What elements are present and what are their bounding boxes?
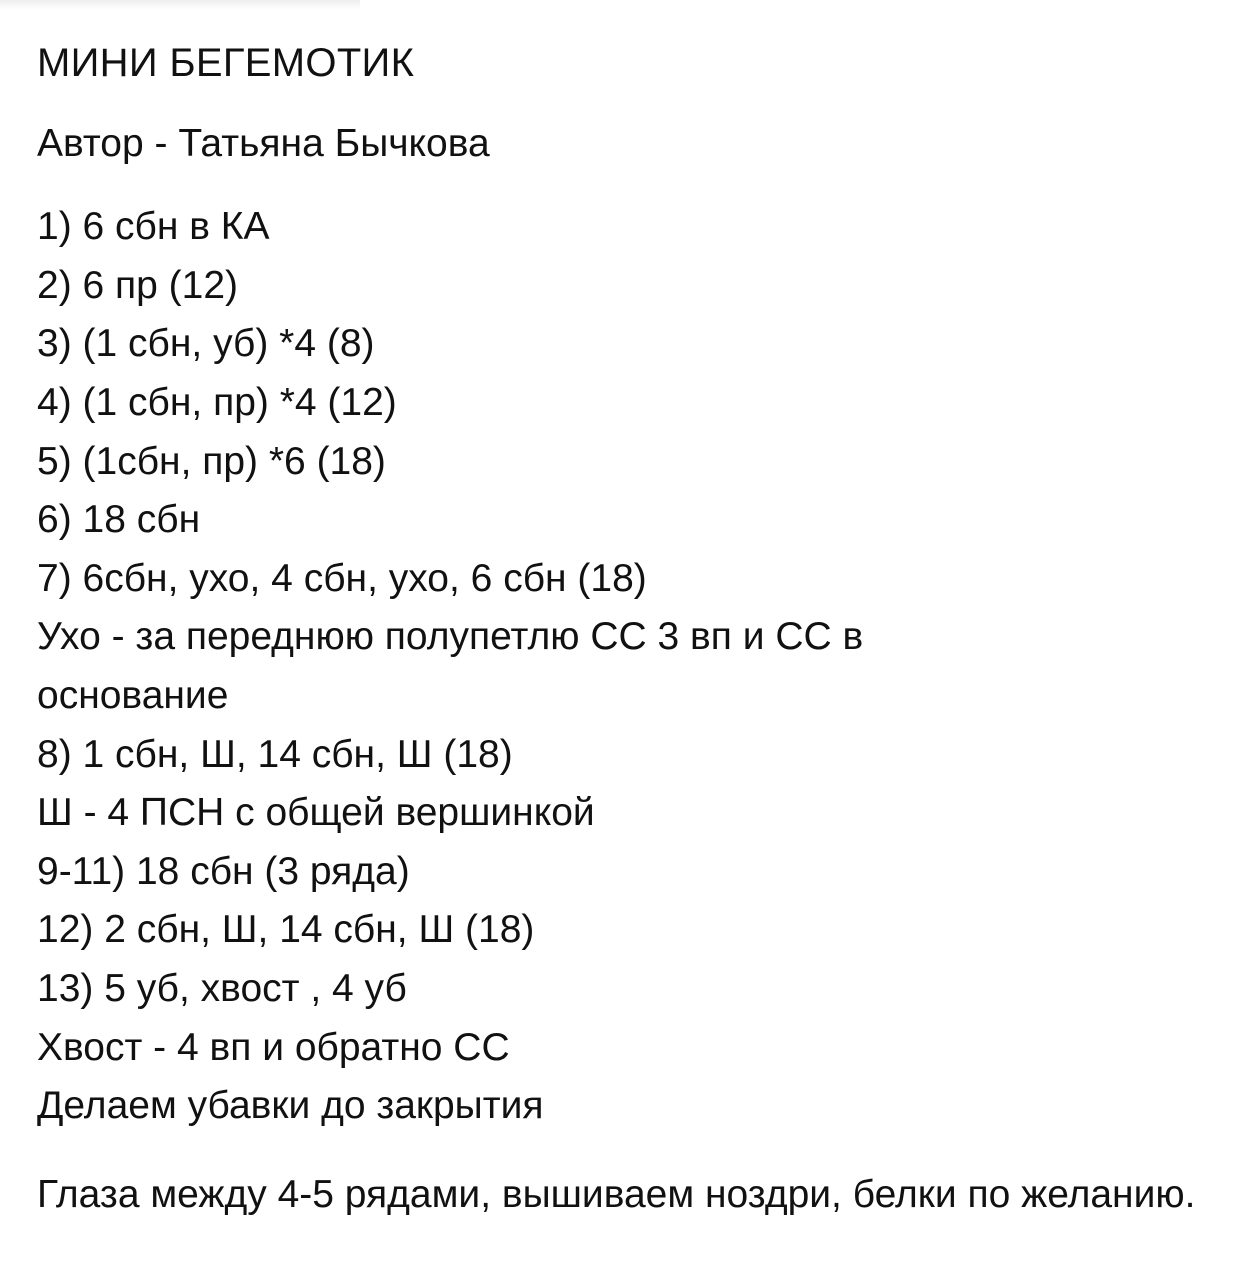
- row-line: 13) 5 уб, хвост , 4 уб: [37, 966, 407, 1010]
- row-line: 12) 2 сбн, Ш, 14 сбн, Ш (18): [37, 908, 535, 952]
- row-line: 6) 18 сбн: [37, 498, 201, 542]
- closing-note: Делаем убавки до закрытия: [37, 1084, 544, 1128]
- row-line: 1) 6 сбн в КА: [37, 205, 270, 249]
- sh-note: Ш - 4 ПСН с общей вершинкой: [37, 791, 595, 835]
- tail-note: Хвост - 4 вп и обратно СС: [37, 1025, 510, 1069]
- rows-list: [37, 198, 1227, 1136]
- row-line: 8) 1 сбн, Ш, 14 сбн, Ш (18): [37, 732, 513, 776]
- recipe-document: [37, 34, 1227, 1224]
- ear-note: Ухо - за переднюю полупетлю СС 3 вп и СС в основание: [37, 615, 864, 717]
- row-line: 3) (1 сбн, уб) *4 (8): [37, 322, 375, 366]
- row-line: 9-11) 18 сбн (3 ряда): [37, 849, 410, 893]
- author-line: Автор - Татьяна Бычкова: [37, 121, 490, 165]
- row-line: 7) 6сбн, ухо, 4 сбн, ухо, 6 сбн (18): [37, 556, 647, 600]
- row-line: 5) (1сбн, пр) *6 (18): [37, 439, 386, 483]
- row-line: 4) (1 сбн, пр) *4 (12): [37, 380, 397, 424]
- document-title: МИНИ БЕГЕМОТИК: [37, 41, 415, 85]
- eyes-note: Глаза между 4-5 рядами, вышиваем ноздри, белки по желанию.: [37, 1172, 1196, 1216]
- row-line: 2) 6 пр (12): [37, 263, 239, 307]
- top-edge-shadow: [0, 0, 360, 10]
